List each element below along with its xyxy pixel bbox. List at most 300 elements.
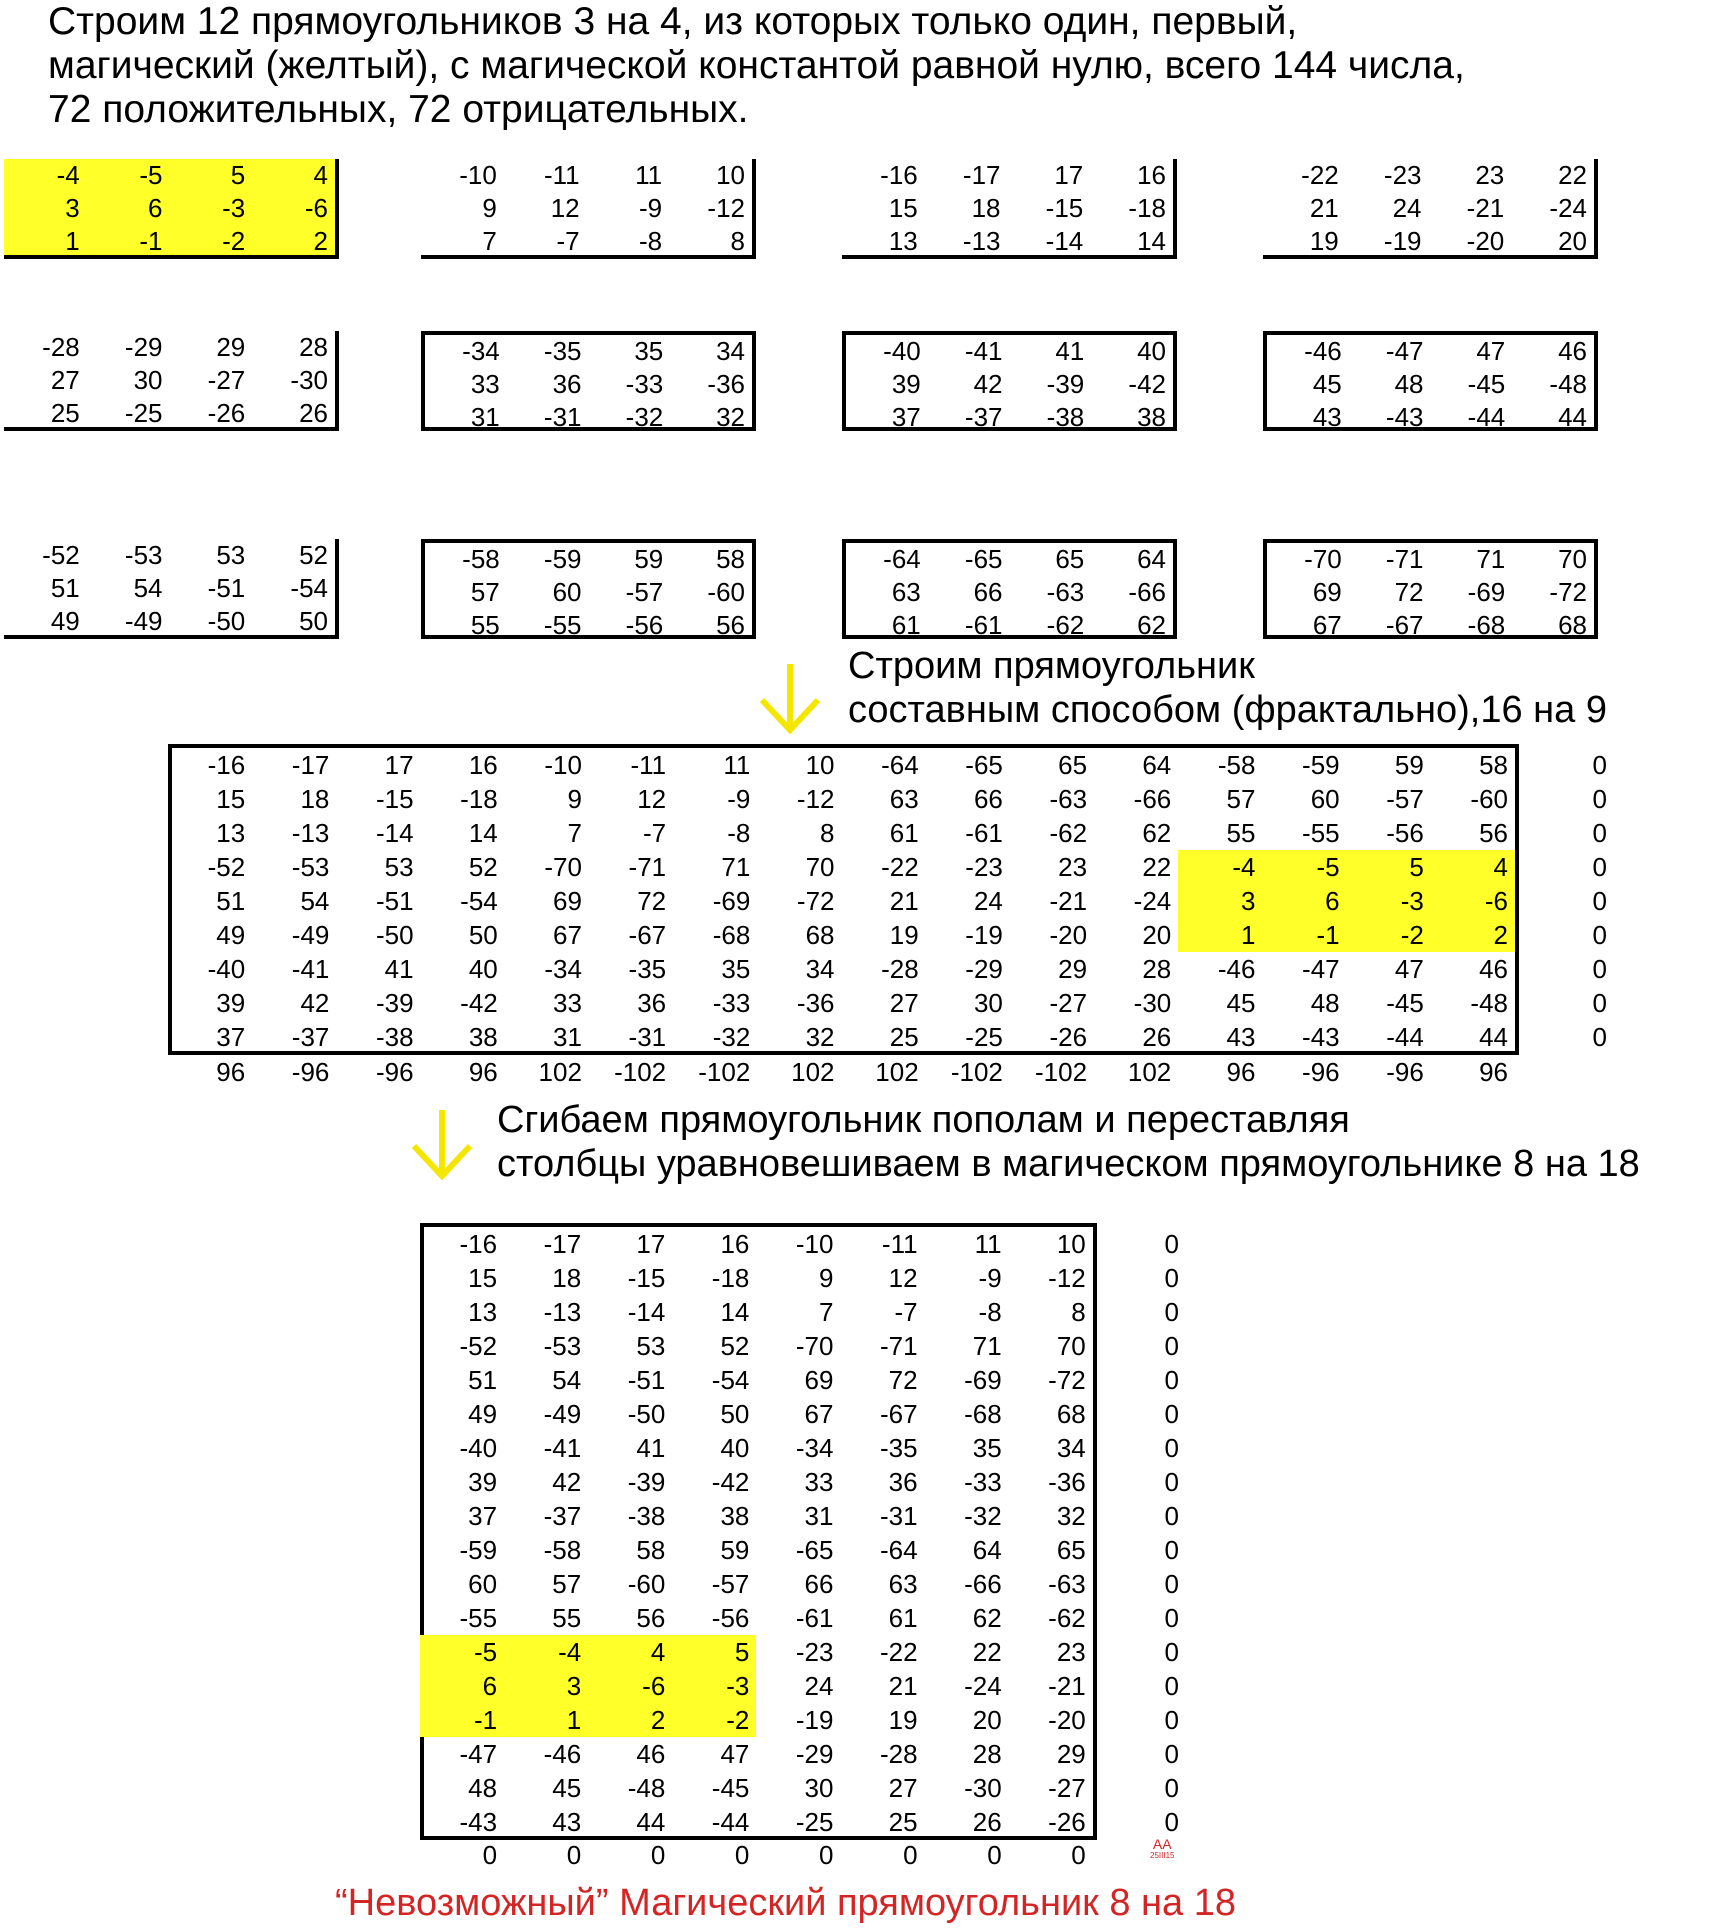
intro-text: [48, 0, 1648, 132]
table-cell: 14: [720, 1296, 750, 1327]
table-cell: 15: [888, 193, 918, 223]
signature-initials: AA: [1152, 1836, 1172, 1852]
table-cell: 57: [1226, 783, 1256, 814]
table-cell: 62: [972, 1602, 1002, 1633]
table-cell: -69: [1467, 577, 1506, 607]
table-cell: 30: [804, 1772, 834, 1803]
table-cell: 60: [468, 1568, 498, 1599]
table-cell: 50: [299, 606, 328, 636]
table-row: [1530, 850, 1614, 884]
table-cell: -52: [207, 851, 246, 882]
table-row: [1267, 401, 1594, 434]
row-sum-cell: 0: [1164, 1364, 1179, 1395]
table-cell: -17: [543, 1228, 582, 1259]
table-cell: -4: [1178, 850, 1262, 884]
table-cell: -49: [291, 919, 330, 950]
table-cell: 72: [888, 1364, 918, 1395]
table-row: [1102, 1737, 1186, 1771]
table-cell: 3: [65, 193, 80, 223]
table-cell: -31: [879, 1500, 918, 1531]
table-cell: 23: [1475, 160, 1505, 190]
table-cell: -24: [1549, 193, 1587, 223]
table-cell: 71: [721, 851, 751, 882]
row-sum-cell: 0: [1164, 1228, 1179, 1259]
table-row: [1530, 884, 1614, 918]
table-cell: -36: [796, 987, 835, 1018]
table-cell: 54: [300, 885, 330, 916]
table-cell: -55: [1302, 817, 1340, 848]
table-cell: -5: [420, 1635, 504, 1669]
table-row: [421, 225, 752, 258]
table-cell: 33: [553, 987, 582, 1018]
table-cell: 57: [470, 577, 500, 607]
table-cell: 8: [730, 226, 745, 256]
table-cell: -32: [964, 1500, 1002, 1531]
table-row: [420, 1567, 1093, 1601]
table-cell: 28: [299, 332, 328, 362]
table-row: [1263, 192, 1594, 225]
table-cell: -50: [375, 919, 414, 950]
row-sum-cell: 0: [1164, 1772, 1179, 1803]
column-sum-cell: 102: [875, 1056, 919, 1087]
table-cell: -53: [291, 851, 330, 882]
table-cell: -9: [639, 193, 663, 223]
table-cell: 37: [216, 1021, 246, 1052]
table-row: [420, 1737, 1093, 1771]
table-cell: -47: [1385, 336, 1424, 366]
table-cell: -44: [1467, 402, 1506, 432]
table-cell: -48: [1549, 369, 1587, 399]
big-column-sums: [168, 1054, 1515, 1090]
table-cell: 26: [1142, 1021, 1172, 1052]
table-cell: 6: [1262, 884, 1346, 918]
table-row: [846, 543, 1173, 576]
table-cell: 66: [973, 577, 1003, 607]
table-cell: 29: [1056, 1738, 1086, 1769]
table-row: [1102, 1465, 1186, 1499]
table-cell: 19: [1309, 226, 1339, 256]
table-cell: -48: [627, 1772, 666, 1803]
table-cell: 65: [1058, 749, 1088, 780]
table-cell: 42: [300, 987, 330, 1018]
table-row: [1267, 335, 1594, 368]
table-cell: -68: [712, 919, 751, 950]
table-cell: 44: [1558, 402, 1587, 432]
table-cell: -45: [1467, 369, 1506, 399]
table-cell: -51: [207, 573, 246, 603]
table-cell: 13: [216, 817, 246, 848]
table-cell: -39: [627, 1466, 666, 1497]
table-cell: 69: [1312, 577, 1342, 607]
table-cell: -54: [460, 885, 498, 916]
column-sum-cell: -96: [291, 1056, 330, 1087]
table-cell: -59: [459, 1534, 498, 1565]
table-cell: -58: [1217, 749, 1256, 780]
table-cell: 48: [1310, 987, 1340, 1018]
table-cell: 21: [1309, 193, 1339, 223]
table-cell: -32: [712, 1021, 751, 1052]
table-cell: 5: [1347, 850, 1431, 884]
table-cell: -21: [1466, 193, 1505, 223]
table-cell: -13: [543, 1296, 582, 1327]
table-row: [1102, 1771, 1186, 1805]
table-cell: 14: [468, 817, 498, 848]
column-sum-cell: 102: [538, 1056, 582, 1087]
table-cell: -56: [1386, 817, 1424, 848]
table-cell: -45: [711, 1772, 750, 1803]
column-sum-cell: -102: [614, 1056, 667, 1087]
table-cell: -57: [711, 1568, 750, 1599]
table-row: [1267, 609, 1594, 642]
table-cell: -39: [375, 987, 414, 1018]
row-sum-cell: 0: [1164, 1704, 1179, 1735]
table-cell: -15: [627, 1262, 666, 1293]
table-cell: 40: [720, 1432, 750, 1463]
table-cell: 52: [299, 540, 328, 570]
table-cell: 68: [1558, 610, 1587, 640]
table-cell: 7: [819, 1296, 834, 1327]
table-cell: 17: [384, 749, 414, 780]
table-cell: 23: [1058, 851, 1088, 882]
table-cell: 31: [804, 1500, 834, 1531]
table-row: [846, 368, 1173, 401]
table-cell: -60: [707, 577, 745, 607]
table-cell: -65: [795, 1534, 834, 1565]
table-cell: 32: [716, 402, 745, 432]
table-row: [420, 1465, 1093, 1499]
table-row: [168, 816, 1515, 850]
table-cell: -45: [1386, 987, 1424, 1018]
table-row: [421, 192, 752, 225]
table-cell: -7: [643, 817, 667, 848]
table-cell: -17: [962, 160, 1001, 190]
table-cell: 59: [1394, 749, 1424, 780]
table-cell: 10: [716, 160, 745, 190]
table-cell: -64: [879, 1534, 918, 1565]
small-rectangle: [842, 331, 1177, 431]
intro-line: 72 положительных, 72 отрицательных.: [48, 88, 749, 131]
table-cell: -7: [894, 1296, 918, 1327]
table-cell: 21: [888, 1670, 918, 1701]
table-cell: 17: [1054, 160, 1084, 190]
table-row: [1263, 225, 1594, 258]
table-cell: 34: [716, 336, 745, 366]
column-sum-cell: -102: [1035, 1056, 1088, 1087]
table-cell: -65: [965, 749, 1003, 780]
table-cell: 32: [805, 1021, 835, 1052]
table-cell: 1: [504, 1703, 588, 1737]
table-cell: 23: [1056, 1636, 1086, 1667]
table-row: [842, 192, 1173, 225]
table-cell: -38: [375, 1021, 414, 1052]
table-cell: -68: [1467, 610, 1506, 640]
table-cell: -67: [628, 919, 667, 950]
table-row: [1102, 1261, 1186, 1295]
table-cell: 60: [1310, 783, 1340, 814]
table-row: [168, 1020, 1515, 1054]
table-cell: 4: [313, 160, 328, 190]
table-cell: 51: [216, 885, 246, 916]
table-cell: 8: [820, 817, 835, 848]
table-cell: -25: [965, 1021, 1003, 1052]
table-cell: 6: [148, 193, 163, 223]
table-cell: -35: [879, 1432, 918, 1463]
table-cell: -50: [207, 606, 246, 636]
heading-line: Строим прямоугольник: [848, 645, 1255, 687]
table-cell: 36: [637, 987, 667, 1018]
small-rectangle-grid: [425, 543, 752, 642]
table-cell: -8: [727, 817, 751, 848]
table-cell: 64: [972, 1534, 1002, 1565]
table-cell: -58: [462, 544, 500, 574]
table-cell: 5: [230, 160, 246, 190]
column-sum-cell: -102: [698, 1056, 751, 1087]
table-row: [425, 543, 752, 576]
table-cell: 58: [1479, 749, 1508, 780]
table-cell: 26: [972, 1806, 1002, 1837]
table-row: [425, 401, 752, 434]
table-cell: 30: [973, 987, 1003, 1018]
row-sum-cell: 0: [1164, 1330, 1179, 1361]
table-cell: 13: [888, 226, 918, 256]
table-cell: 58: [716, 544, 745, 574]
down-arrow-icon: [410, 1108, 474, 1180]
table-cell: -21: [1048, 1670, 1086, 1701]
table-cell: 66: [973, 783, 1003, 814]
table-cell: 49: [50, 606, 80, 636]
table-row: [1102, 1703, 1186, 1737]
table-cell: -12: [1048, 1262, 1086, 1293]
table-cell: 45: [1226, 987, 1256, 1018]
table-row: [421, 159, 752, 192]
table-cell: -15: [1045, 193, 1084, 223]
column-sum-cell: 0: [987, 1839, 1002, 1870]
table-cell: -3: [222, 193, 246, 223]
table-cell: -56: [625, 610, 664, 640]
table-cell: -26: [1049, 1021, 1088, 1052]
table-cell: -43: [1302, 1021, 1340, 1052]
table-cell: -28: [42, 332, 80, 362]
row-sum-cell: 0: [1164, 1568, 1179, 1599]
row-sum-cell: 0: [1592, 749, 1607, 780]
table-cell: -70: [1304, 544, 1342, 574]
table-cell: -27: [1048, 1772, 1086, 1803]
table-cell: 17: [636, 1228, 666, 1259]
table-cell: 2: [588, 1703, 672, 1737]
column-sum-cell: 96: [468, 1056, 498, 1087]
table-cell: -51: [375, 885, 414, 916]
table-row: [420, 1838, 1093, 1872]
table-cell: 57: [552, 1568, 582, 1599]
table-cell: 62: [1142, 817, 1172, 848]
table-cell: 39: [891, 369, 921, 399]
row-sum-cell: 0: [1592, 1021, 1607, 1052]
table-cell: -29: [965, 953, 1003, 984]
table-cell: -19: [1383, 226, 1422, 256]
table-cell: 47: [720, 1738, 750, 1769]
small-rectangle-grid: [842, 159, 1173, 258]
table-cell: 48: [1394, 369, 1424, 399]
table-cell: -20: [1466, 226, 1505, 256]
table-row: [4, 225, 335, 258]
table-cell: 49: [216, 919, 246, 950]
table-cell: 19: [889, 919, 919, 950]
table-cell: -11: [543, 160, 580, 190]
table-cell: 16: [1137, 160, 1166, 190]
table-cell: -16: [207, 749, 246, 780]
small-rectangle-grid: [421, 159, 752, 258]
table-cell: -38: [1046, 402, 1085, 432]
table-cell: 6: [420, 1669, 504, 1703]
table-cell: -15: [375, 783, 414, 814]
author-signature: [1150, 1838, 1174, 1862]
table-cell: 33: [470, 369, 500, 399]
table-cell: -6: [304, 193, 328, 223]
table-cell: -63: [1048, 1568, 1086, 1599]
table-cell: -34: [544, 953, 582, 984]
column-sum-cell: 0: [903, 1839, 918, 1870]
table-row: [420, 1363, 1093, 1397]
table-cell: 16: [720, 1228, 750, 1259]
table-cell: -23: [965, 851, 1003, 882]
column-sum-cell: 102: [1127, 1056, 1172, 1087]
table-cell: 53: [216, 540, 246, 570]
table-cell: -33: [712, 987, 751, 1018]
small-rectangle: [4, 159, 339, 259]
table-cell: 32: [1056, 1500, 1086, 1531]
table-cell: 9: [482, 193, 497, 223]
table-row: [420, 1431, 1093, 1465]
table-cell: -50: [627, 1398, 666, 1429]
table-cell: -20: [1049, 919, 1088, 950]
table-cell: -67: [879, 1398, 918, 1429]
table-cell: -28: [879, 1738, 918, 1769]
table-cell: -32: [625, 402, 664, 432]
table-cell: -26: [1048, 1806, 1086, 1837]
table-cell: 48: [468, 1772, 498, 1803]
table-row: [842, 159, 1173, 192]
table-cell: 3: [504, 1669, 588, 1703]
row-sum-cell: 0: [1592, 953, 1607, 984]
intro-line: Строим 12 прямоугольников 3 на 4, из которых только один, первый,: [48, 0, 1298, 43]
table-cell: 41: [384, 953, 414, 984]
table-cell: 9: [567, 783, 582, 814]
table-cell: -56: [711, 1602, 750, 1633]
table-cell: 53: [636, 1330, 666, 1361]
table-cell: -66: [1128, 577, 1166, 607]
table-cell: 42: [973, 369, 1003, 399]
table-cell: 59: [720, 1534, 750, 1565]
table-cell: -57: [1386, 783, 1424, 814]
table-cell: 35: [972, 1432, 1002, 1463]
table-cell: 45: [1312, 369, 1342, 399]
table-cell: 53: [384, 851, 414, 882]
table-cell: -42: [460, 987, 498, 1018]
table-cell: 15: [468, 1262, 498, 1293]
table-cell: -64: [881, 749, 919, 780]
table-cell: 26: [299, 398, 328, 428]
table-cell: -36: [707, 369, 745, 399]
table-cell: 20: [972, 1704, 1002, 1735]
table-cell: -67: [1385, 610, 1424, 640]
table-cell: -44: [711, 1806, 750, 1837]
table-cell: -10: [795, 1228, 834, 1259]
table-cell: 56: [716, 610, 745, 640]
table-cell: -46: [1217, 953, 1256, 984]
table-cell: 4: [588, 1635, 672, 1669]
table-cell: 27: [889, 987, 919, 1018]
table-cell: -47: [459, 1738, 498, 1769]
table-cell: -5: [1262, 850, 1346, 884]
small-rectangle-grid: [846, 335, 1173, 434]
table-cell: -40: [883, 336, 921, 366]
row-sum-cell: 0: [1592, 851, 1607, 882]
table-cell: 41: [1055, 336, 1085, 366]
table-row: [1530, 952, 1614, 986]
table-row: [846, 401, 1173, 434]
table-row: [1102, 1363, 1186, 1397]
table-cell: -9: [978, 1262, 1002, 1293]
table-row: [1102, 1533, 1186, 1567]
table-cell: 47: [1394, 953, 1424, 984]
table-cell: -14: [1045, 226, 1084, 256]
table-cell: 56: [636, 1602, 666, 1633]
table-cell: 8: [1071, 1296, 1086, 1327]
table-cell: 13: [468, 1296, 498, 1327]
table-cell: -48: [1470, 987, 1508, 1018]
small-rectangle-grid: [425, 335, 752, 434]
table-row: [1102, 1601, 1186, 1635]
table-cell: 37: [468, 1500, 498, 1531]
column-sum-cell: -96: [1386, 1056, 1424, 1087]
table-cell: 38: [1137, 402, 1166, 432]
table-cell: -28: [881, 953, 919, 984]
table-cell: -10: [544, 749, 582, 780]
heading-line: Сгибаем прямоугольник пополам и переставляя: [497, 1099, 1350, 1141]
table-cell: 70: [1056, 1330, 1086, 1361]
table-cell: -61: [964, 610, 1003, 640]
table-cell: -3: [1347, 884, 1431, 918]
table-cell: -46: [543, 1738, 582, 1769]
table-cell: 50: [468, 919, 498, 950]
table-row: [1530, 748, 1614, 782]
table-cell: 37: [891, 402, 921, 432]
small-rectangle: [421, 539, 756, 639]
table-row: [420, 1771, 1093, 1805]
table-cell: -70: [795, 1330, 834, 1361]
row-sum-cell: 0: [1164, 1670, 1179, 1701]
column-sum-cell: 0: [482, 1839, 498, 1870]
table-cell: 22: [1142, 851, 1172, 882]
table-cell: 34: [805, 953, 835, 984]
table-cell: -62: [1049, 817, 1088, 848]
table-cell: 64: [1137, 544, 1166, 574]
row-sum-cell: 0: [1592, 817, 1607, 848]
table-cell: 22: [1558, 160, 1587, 190]
table-cell: -25: [795, 1806, 834, 1837]
table-cell: -33: [964, 1466, 1002, 1497]
table-cell: 14: [1137, 226, 1166, 256]
table-cell: -27: [1049, 987, 1088, 1018]
table-cell: -5: [139, 160, 163, 190]
table-cell: -60: [627, 1568, 666, 1599]
table-cell: 39: [468, 1466, 498, 1497]
table-cell: 55: [470, 610, 500, 640]
table-cell: 44: [1479, 1021, 1508, 1052]
row-sum-cell: 0: [1592, 885, 1607, 916]
table-row: [1102, 1805, 1186, 1839]
table-cell: -21: [1049, 885, 1088, 916]
